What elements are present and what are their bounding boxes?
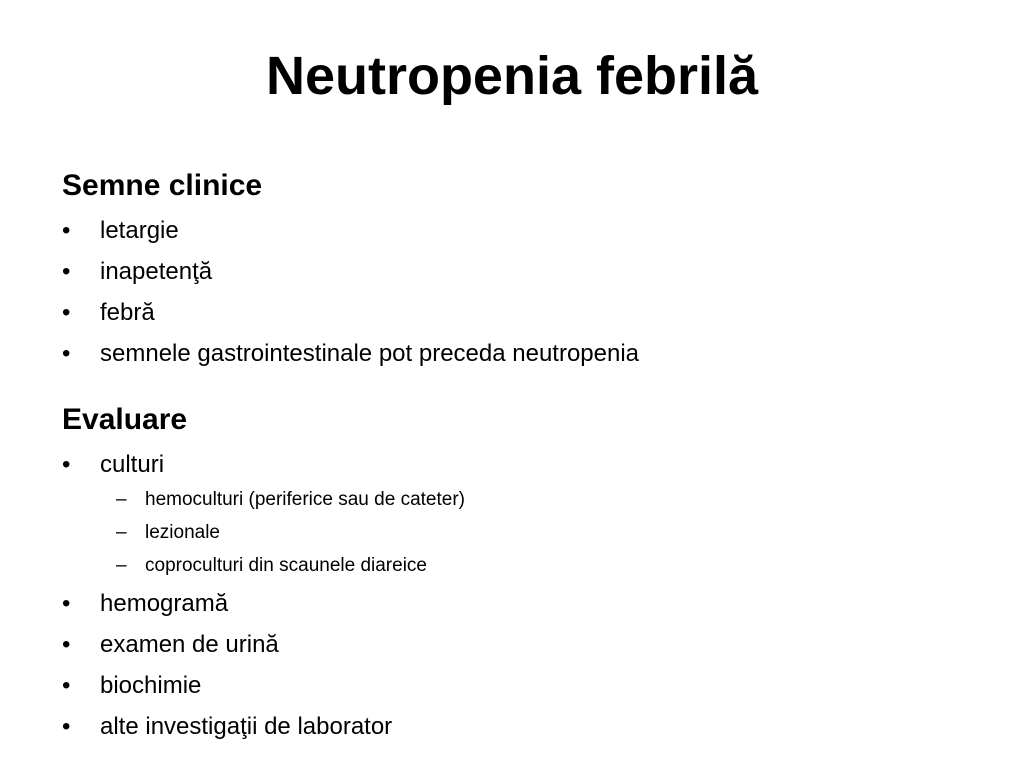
list-item bbox=[62, 339, 639, 369]
sub-list-item-text: coproculturi din scaunele diareice bbox=[145, 555, 427, 576]
bullet-marker: • bbox=[62, 451, 71, 478]
sub-list-item-text: hemoculturi (periferice sau de cateter) bbox=[145, 489, 465, 510]
list-item bbox=[62, 216, 179, 246]
list-item bbox=[62, 450, 164, 480]
section-heading-evaluare: Evaluare bbox=[62, 403, 188, 436]
list-item-text: inapetenţă bbox=[100, 258, 213, 285]
sub-list-item bbox=[116, 521, 220, 545]
section-heading-semne-clinice: Semne clinice bbox=[62, 169, 263, 202]
dash-marker: – bbox=[116, 555, 127, 576]
bullet-marker: • bbox=[62, 590, 71, 617]
list-item-text: alte investigaţii de laborator bbox=[100, 713, 393, 740]
dash-marker: – bbox=[116, 489, 127, 510]
list-item bbox=[62, 630, 279, 660]
bullet-marker: • bbox=[62, 217, 71, 244]
dash-marker: – bbox=[116, 522, 127, 543]
bullet-marker: • bbox=[62, 672, 71, 699]
list-item-text: letargie bbox=[100, 217, 179, 244]
bullet-marker: • bbox=[62, 631, 71, 658]
list-item-text: examen de urină bbox=[100, 631, 279, 658]
slide-title: Neutropenia febrilă bbox=[265, 46, 759, 106]
bullet-marker: • bbox=[62, 299, 71, 326]
list-item-text: hemogramă bbox=[100, 590, 229, 617]
list-item bbox=[62, 298, 155, 328]
list-item-text: culturi bbox=[100, 451, 165, 478]
list-item bbox=[62, 589, 228, 619]
list-item bbox=[62, 712, 392, 742]
sub-list-item-text: lezionale bbox=[145, 522, 220, 543]
sub-list-item bbox=[116, 488, 465, 512]
bullet-marker: • bbox=[62, 713, 71, 740]
list-item-text: febră bbox=[100, 299, 155, 326]
bullet-marker: • bbox=[62, 258, 71, 285]
bullet-marker: • bbox=[62, 340, 71, 367]
list-item bbox=[62, 257, 212, 287]
sub-list-item bbox=[116, 554, 427, 578]
list-item-text: semnele gastrointestinale pot preceda neutropenia bbox=[100, 340, 640, 367]
list-item bbox=[62, 671, 201, 701]
list-item-text: biochimie bbox=[100, 672, 202, 699]
